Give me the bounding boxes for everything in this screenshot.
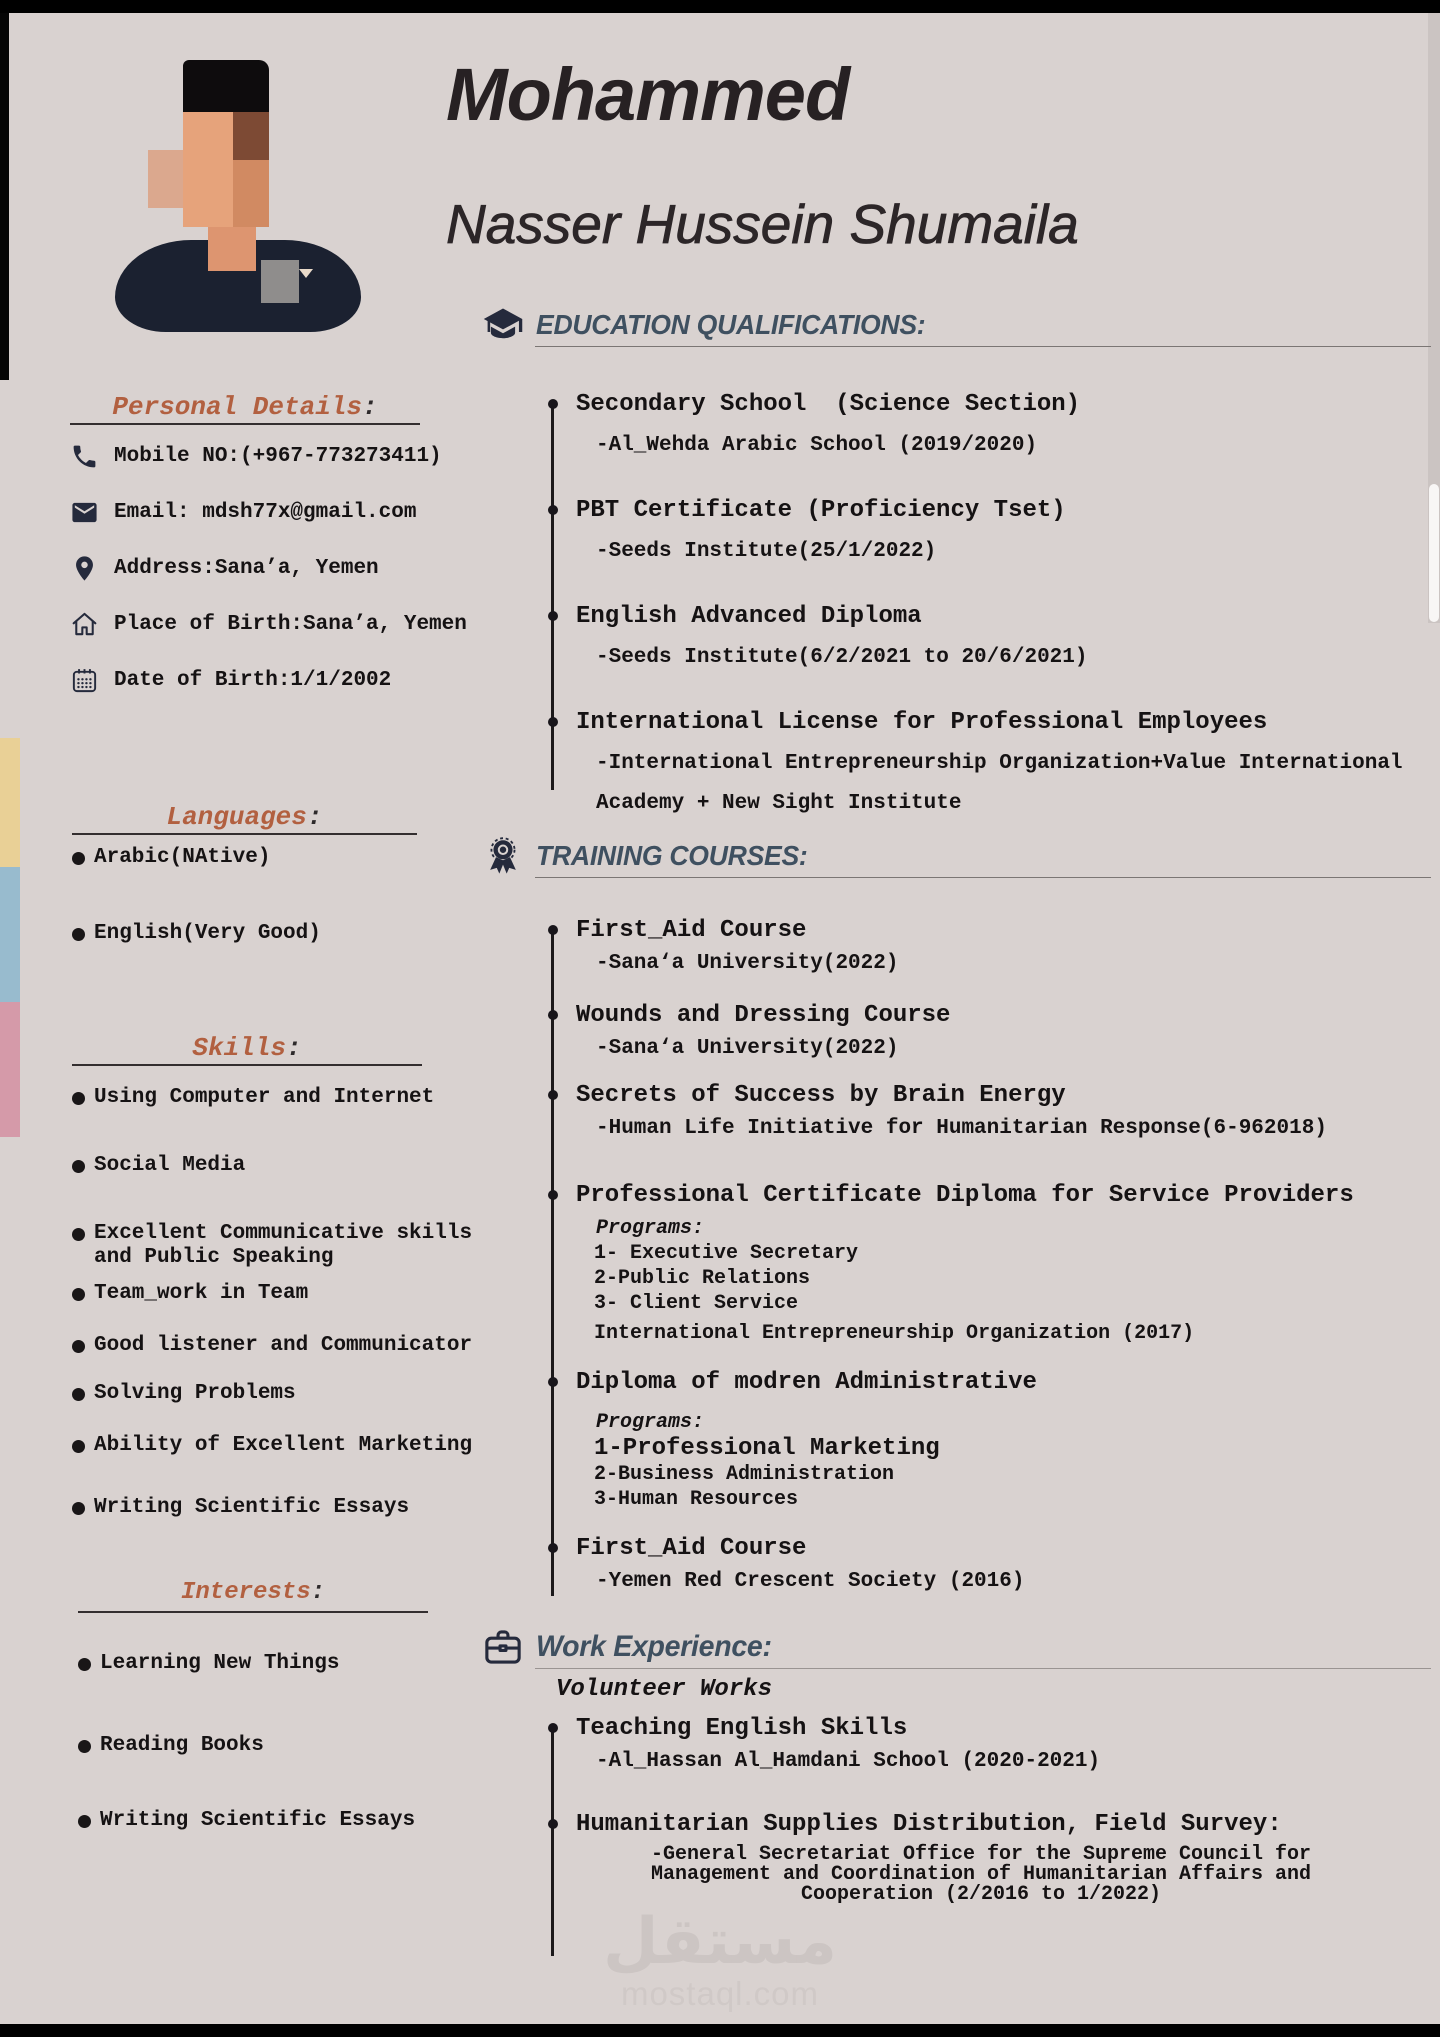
photo-pixel-block: [233, 160, 269, 227]
timeline-entry: [576, 604, 1431, 670]
timeline-entry: [576, 1183, 1431, 1346]
personal-detail-row: [70, 665, 420, 695]
entry-subtitle: -Human Life Initiative for Humanitarian Response(6-962018): [596, 1117, 1327, 1140]
photo-pixel-block: [148, 150, 183, 208]
education-header: [481, 303, 1431, 347]
skills-section: [72, 1033, 473, 1520]
entry-subtitle: -Sana‘a University(2022): [596, 952, 899, 975]
entry-subtitle: -Seeds Institute(25/1/2022): [596, 540, 937, 563]
entry-subtitle-centered: [576, 1845, 1386, 1905]
skill-item: Using Computer and Internet: [72, 1086, 494, 1110]
entry-subtitle: -International Entrepreneurship Organization+Value International: [596, 752, 1403, 775]
entry-subtitle-line: -General Secretariat Office for the Supreme Council for: [650, 1843, 1312, 1866]
program-item: 3-Human Resources: [594, 1488, 799, 1511]
entry-title: Teaching English Skills: [576, 1716, 1431, 1742]
entry-title: Diploma of modren Administrative: [576, 1370, 1431, 1396]
bookmark-tab-yellow: [0, 738, 20, 867]
personal-detail-row: [70, 441, 442, 471]
entry-title: Humanitarian Supplies Distribution, Field Survey:: [576, 1812, 1431, 1838]
entry-title: Wounds and Dressing Course: [576, 1003, 1431, 1029]
timeline-entry: [576, 498, 1431, 564]
work-experience-title: Work Experience:: [536, 1630, 772, 1663]
phone-icon: [70, 442, 99, 471]
skill-item: Team_work in Team: [72, 1282, 494, 1306]
education-title: EDUCATION QUALIFICATIONS:: [536, 309, 926, 340]
photo-pixel-block: [183, 60, 269, 112]
education-section: [481, 303, 1431, 856]
location-icon: [70, 554, 99, 583]
skill-item: Ability of Excellent Marketing: [72, 1434, 494, 1458]
work-experience-header: [481, 1625, 1431, 1669]
program-item: 1- Executive Secretary: [594, 1242, 859, 1265]
watermark: [0, 1905, 1440, 2012]
personal-detail-text: Mobile NO:(+967-773273411): [114, 444, 442, 468]
skill-item: Good listener and Communicator: [72, 1334, 494, 1358]
entry-title: First_Aid Course: [576, 1536, 1431, 1562]
languages-list: [72, 846, 417, 946]
skill-item: Writing Scientific Essays: [72, 1496, 494, 1520]
interests-section: [78, 1580, 428, 1833]
personal-detail-row: [70, 497, 420, 527]
timeline-entry: [576, 392, 1431, 458]
entry-title: PBT Certificate (Proficiency Tset): [576, 498, 1431, 524]
house-icon: [70, 610, 99, 639]
training-header: [481, 834, 1431, 878]
photo-pixel-block: [233, 112, 269, 160]
watermark-arabic: مستقل: [602, 1905, 838, 1979]
personal-detail-text: Email: mdsh77x@gmail.com: [114, 500, 417, 524]
top-black-bar: [0, 0, 1440, 13]
personal-detail-text: Date of Birth:1/1/2002: [114, 668, 392, 692]
skills-title: Skills:: [72, 1035, 422, 1066]
timeline-entry: [576, 1812, 1431, 1905]
entry-title: First_Aid Course: [576, 918, 1431, 944]
profile-photo: [113, 55, 363, 335]
photo-pixel-block: [183, 112, 233, 227]
program-item: 1-Professional Marketing: [594, 1435, 940, 1462]
volunteer-works-subtitle: Volunteer Works: [556, 1676, 773, 1703]
training-entries: [550, 918, 1431, 1594]
program-item: 3- Client Service: [594, 1292, 799, 1315]
first-name-heading: Mohammed: [446, 53, 850, 136]
calendar-icon: [70, 666, 99, 695]
program-item: 2-Business Administration: [594, 1463, 895, 1486]
photo-shirt-logo: [299, 269, 313, 278]
entry-subtitle-line: Cooperation (2/2016 to 1/2022): [800, 1883, 1162, 1906]
personal-detail-text: Address:Sana’a, Yemen: [114, 556, 379, 580]
skills-list: [72, 1086, 473, 1520]
personal-detail-row: [70, 609, 467, 639]
graduation-cap-icon: [481, 303, 525, 347]
bookmark-tab-blue: [0, 867, 20, 1002]
entry-subtitle: -Yemen Red Crescent Society (2016): [596, 1570, 1025, 1593]
entry-subtitle-line: Management and Coordination of Humanitarian Affairs and: [650, 1863, 1312, 1886]
entry-title: English Advanced Diploma: [576, 604, 1431, 630]
interests-title: Interests:: [78, 1580, 428, 1613]
personal-detail-row: [70, 553, 420, 583]
programs-label: Programs:: [596, 1217, 705, 1240]
entry-subtitle: -Sana‘a University(2022): [596, 1037, 899, 1060]
timeline-entry: [576, 710, 1431, 816]
bookmark-tab-pink: [0, 1002, 20, 1137]
interests-list: [78, 1652, 428, 1833]
languages-title: Languages:: [72, 804, 417, 835]
entry-footer: International Entrepreneurship Organization (2017): [594, 1322, 1195, 1345]
watermark-domain: mostaql.com: [620, 1975, 820, 2012]
timeline-entry: [576, 1003, 1431, 1061]
entry-title: International License for Professional Employees: [576, 710, 1431, 736]
timeline-entry: [576, 1370, 1431, 1512]
full-name-heading: Nasser Hussein Shumaila: [446, 193, 1079, 255]
training-section: [481, 834, 1431, 1594]
email-icon: [70, 498, 99, 527]
program-item: 2-Public Relations: [594, 1267, 811, 1290]
briefcase-icon: [481, 1625, 525, 1669]
skill-item: Social Media: [72, 1154, 494, 1178]
language-item: Arabic(NAtive): [72, 846, 494, 870]
education-entries: [550, 392, 1431, 816]
interest-item: Learning New Things: [78, 1652, 500, 1676]
photo-pixel-block: [261, 260, 299, 303]
page-left-edge-shadow: [0, 13, 9, 380]
language-item: English(Very Good): [72, 922, 494, 946]
entry-subtitle: -Al_Hassan Al_Hamdani School (2020-2021): [596, 1750, 1101, 1773]
timeline-entry: [576, 1536, 1431, 1594]
photo-pixel-block: [208, 223, 256, 271]
programs-label: Programs:: [596, 1411, 705, 1434]
interest-item: Reading Books: [78, 1734, 500, 1758]
work-experience-section: [481, 1625, 1431, 1905]
entry-subtitle: -Al_Wehda Arabic School (2019/2020): [596, 434, 1038, 457]
work-entries: [550, 1716, 1431, 1905]
timeline-entry: [576, 1716, 1431, 1774]
entry-title: Secondary School (Science Section): [576, 392, 1431, 418]
bottom-black-bar: [0, 2024, 1440, 2037]
entry-title: Professional Certificate Diploma for Service Providers: [576, 1183, 1431, 1209]
personal-detail-text: Place of Birth:Sana’a, Yemen: [114, 612, 467, 636]
personal-details-list: [70, 441, 467, 695]
timeline-entry: [576, 1083, 1431, 1141]
personal-details-section: [70, 392, 467, 721]
entry-subtitle: Academy + New Sight Institute: [596, 792, 962, 815]
medal-icon: [481, 834, 525, 878]
timeline-entry: [576, 918, 1431, 976]
entry-title: Secrets of Success by Brain Energy: [576, 1083, 1431, 1109]
interest-item: Writing Scientific Essays: [78, 1809, 500, 1833]
personal-details-title: Personal Details:: [70, 394, 420, 425]
languages-section: [72, 804, 417, 998]
skill-item: Solving Problems: [72, 1382, 494, 1406]
skill-item: Excellent Communicative skills and Public Speaking: [72, 1222, 492, 1270]
entry-subtitle: -Seeds Institute(6/2/2021 to 20/6/2021): [596, 646, 1088, 669]
training-title: TRAINING COURSES:: [536, 840, 808, 871]
